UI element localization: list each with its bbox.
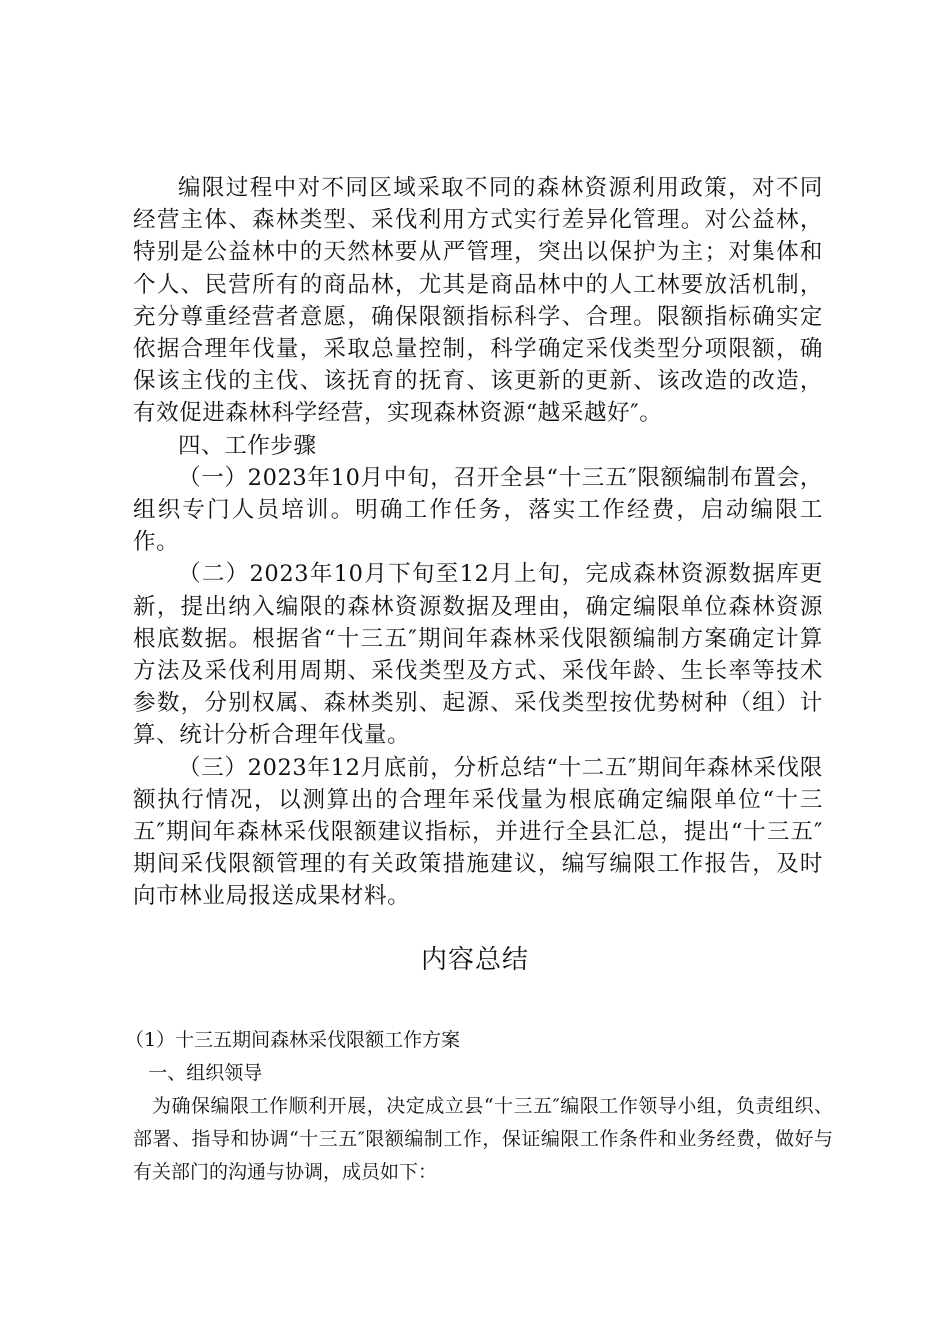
- paragraph-step-2: （二）2023年10月下旬至12月上旬，完成森林资源数据库更新，提出纳入编限的森林资源数据及理由，确定编限单位森林资源根底数据。根据省“十三五″期间年森林采伐限额编制方案确定计算方法及采伐利用周期、采伐类型及方式、采伐年龄、生长率等技术参数，分别权属、森林类别、起源、采伐类型按优势树种（组）计算、统计分析合理年伐量。: [133, 561, 823, 749]
- paragraph-step-3: （三）2023年12月底前，分析总结“十二五″期间年森林采伐限额执行情况，以测算出的合理年采伐量为根底确定编限单位“十三五″期间年森林采伐限额建议指标，并进行全县汇总，提出“十三五″期间采伐限额管理的有关政策措施建议，编写编限工作报告，及时向市林业局报送成果材料。: [133, 754, 823, 910]
- document-body: [133, 172, 823, 913]
- summary-paragraph: 为确保编限工作顺利开展，决定成立县“十三五″编限工作领导小组，负责组织、部署、指导和协调“十三五″限额编制工作，保证编限工作条件和业务经费，做好与有关部门的沟通与协调，成员如下：: [133, 1095, 833, 1183]
- section-heading-work-steps: 四、工作步骤: [178, 432, 317, 459]
- summary-section-heading: 一、组织领导: [148, 1062, 263, 1084]
- summary-title: 内容总结: [420, 945, 529, 975]
- paragraph-policy: 编限过程中对不同区域采取不同的森林资源利用政策，对不同经营主体、森林类型、采伐利用方式实行差异化管理。对公益林，特别是公益林中的天然林要从严管理，突出以保护为主；对集体和个人、民营所有的商品林，尤其是商品林中的人工林要放活机制，充分尊重经营者意愿，确保限额指标科学、合理。限额指标确实定依据合理年伐量，采取总量控制，科学确定采伐类型分项限额，确保该主伐的主伐、该抚育的抚育、该更新的更新、该改造的改造，有效促进森林科学经营，实现森林资源“越采越好″。: [133, 175, 823, 427]
- paragraph-step-1: （一）2023年10月中旬，召开全县“十三五″限额编制布置会，组织专门人员培训。明确工作任务，落实工作经费，启动编限工作。: [133, 464, 823, 556]
- summary-body: [125, 1024, 833, 1189]
- summary-subtitle: （1）十三五期间森林采伐限额工作方案: [125, 1029, 461, 1051]
